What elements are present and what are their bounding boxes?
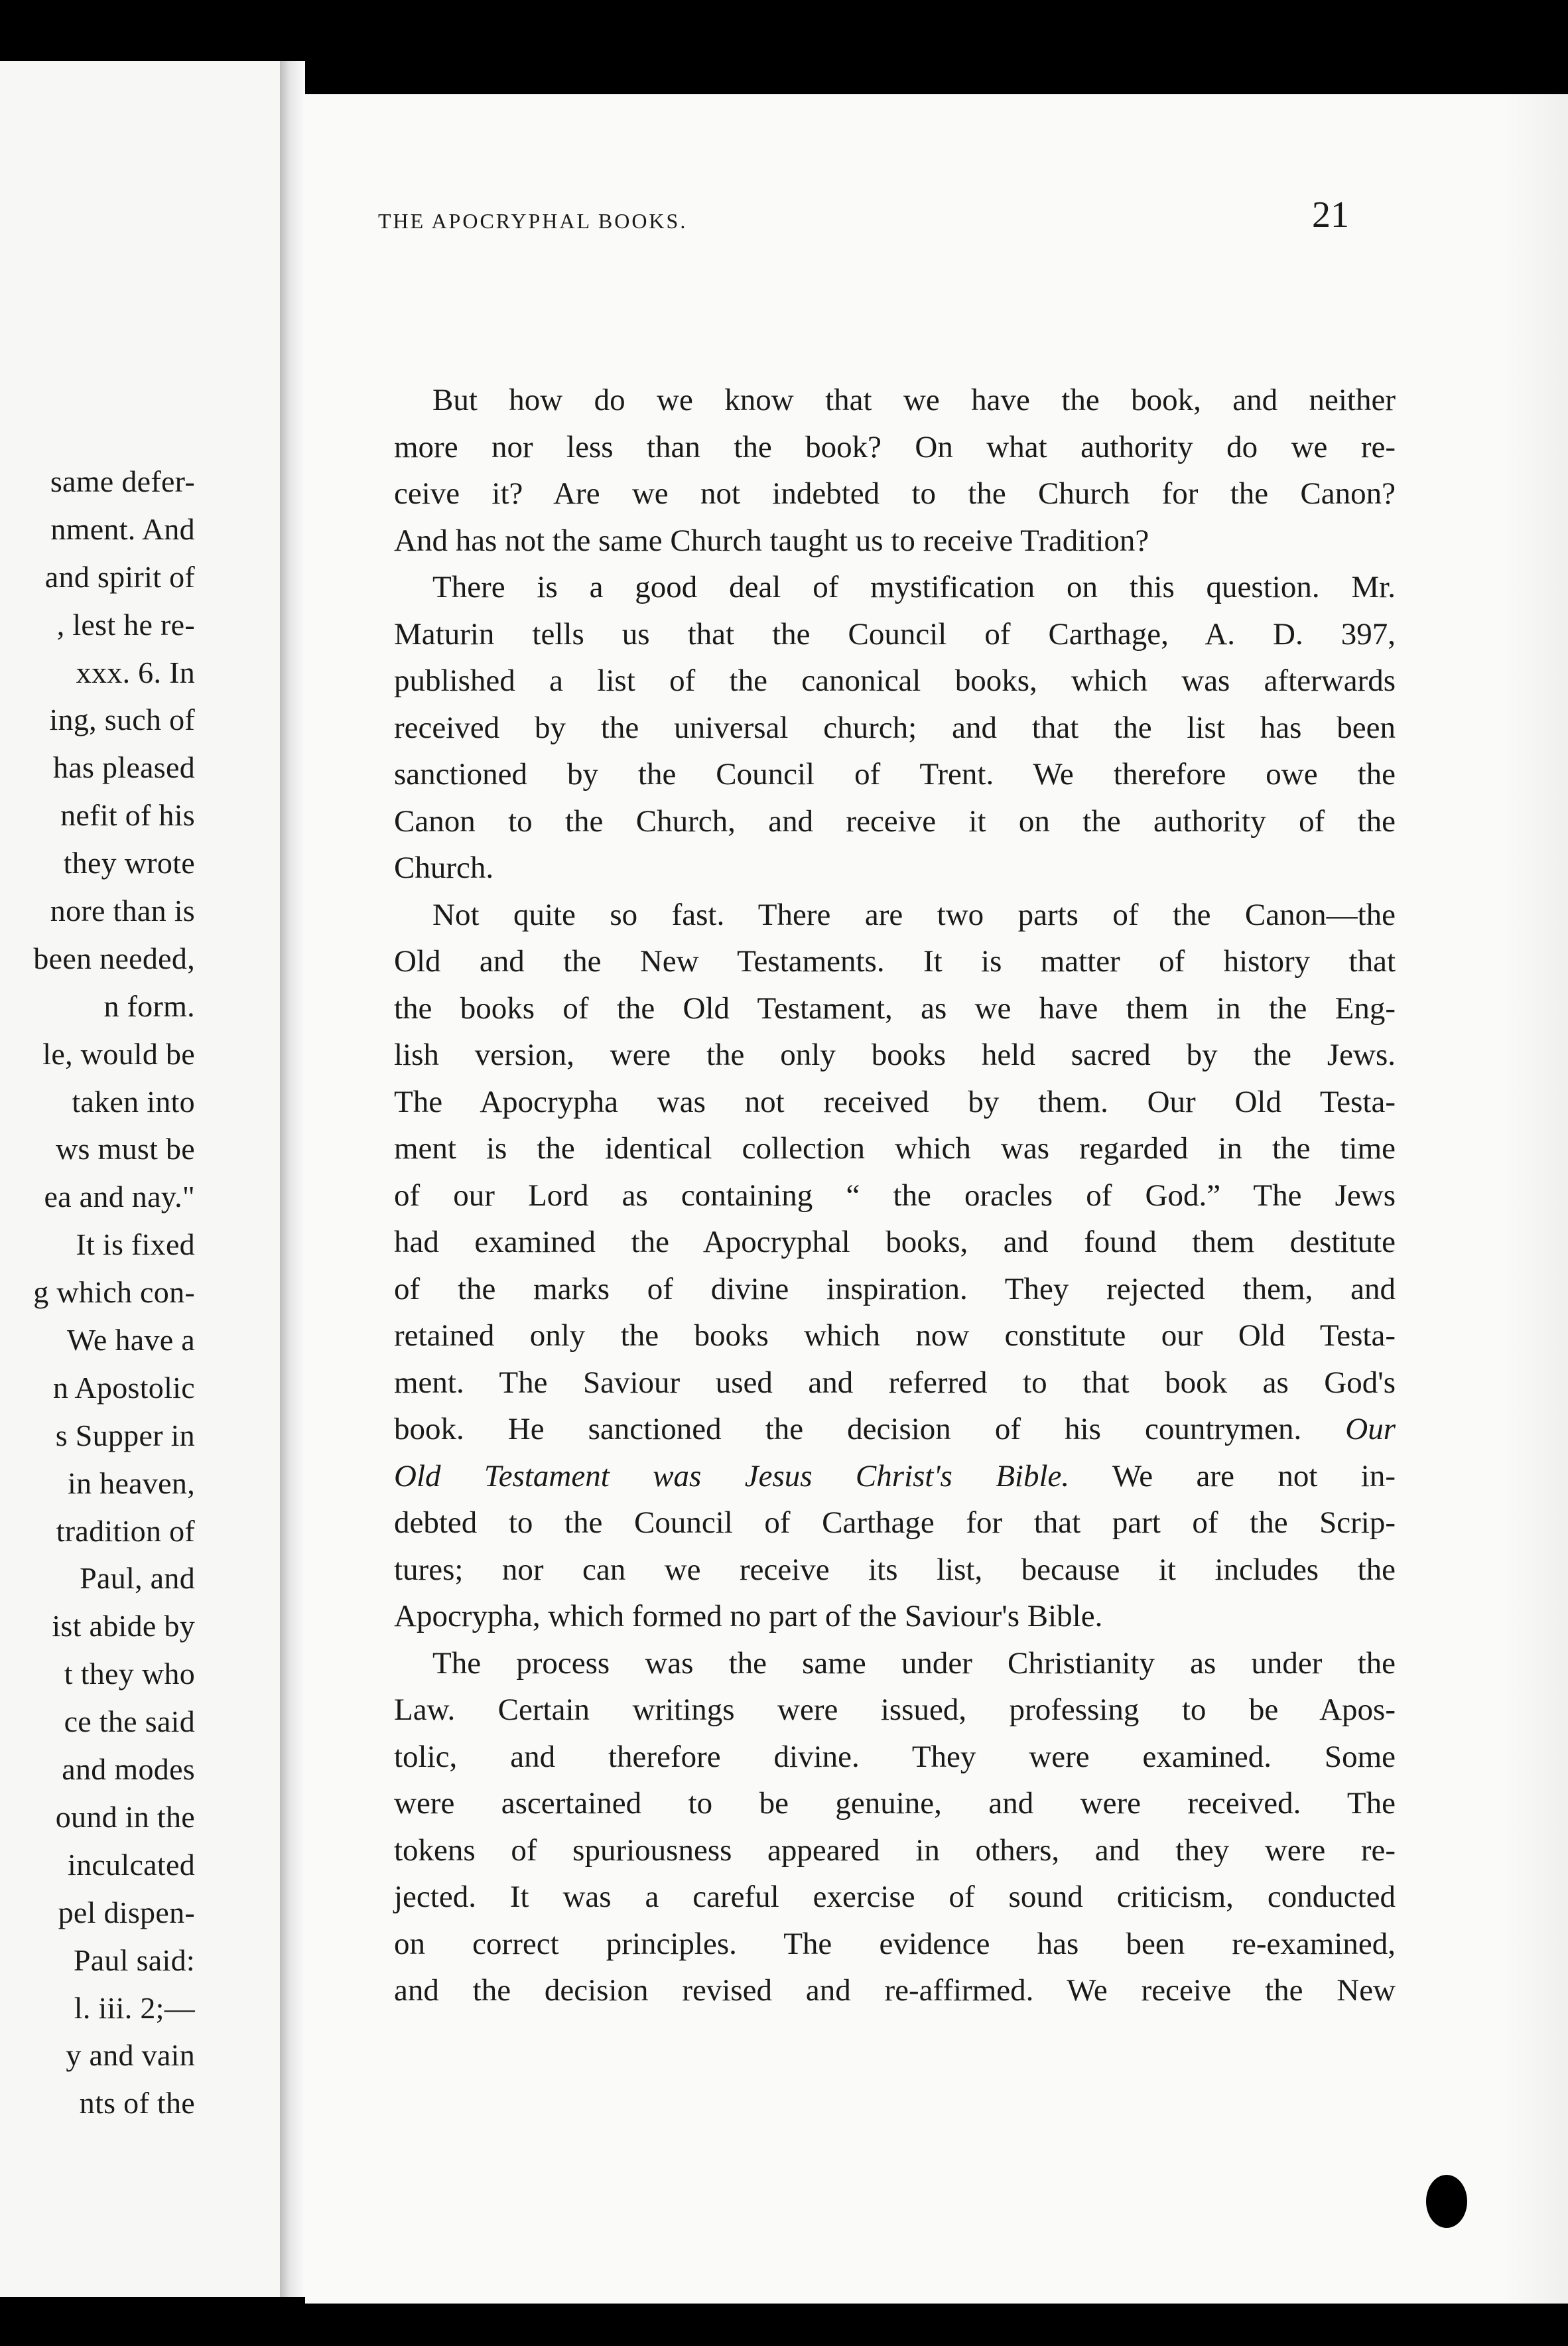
body-text xyxy=(394,377,1396,2014)
line-text: more nor less than the book? On what authority do we re- xyxy=(394,429,1396,464)
line-text: Apocrypha, which formed no part of the Saviour's Bible. xyxy=(394,1599,1103,1633)
text-line xyxy=(394,1687,1396,1734)
left-text-line: same defer- xyxy=(50,464,195,498)
text-line xyxy=(394,1921,1396,1968)
text-line xyxy=(394,564,1396,611)
text-line xyxy=(394,705,1396,752)
left-text-line: pel dispen- xyxy=(58,1895,195,1929)
left-text-line: xxx. 6. In xyxy=(76,655,195,689)
left-text-line: t they who xyxy=(64,1657,195,1691)
left-text-line: been needed, xyxy=(33,941,195,975)
text-line xyxy=(394,377,1396,424)
text-line xyxy=(394,1172,1396,1219)
line-text: were ascertained to be genuine, and were received. The xyxy=(394,1786,1396,1821)
line-text: tokens of spuriousness appeared in others, and they were re- xyxy=(394,1832,1396,1868)
line-text: Old and the New Testaments. It is matter of history that xyxy=(394,944,1396,979)
left-text-line: l. iii. 2;— xyxy=(74,1990,195,2025)
left-text-line: We have a xyxy=(66,1323,195,1357)
line-text: Not quite so fast. There are two parts of the Canon—the xyxy=(432,897,1396,932)
line-text: on correct principles. The evidence has been re-examined, xyxy=(394,1926,1396,1961)
left-text-line: they wrote xyxy=(63,846,195,880)
text-line xyxy=(394,1593,1396,1640)
text-line xyxy=(394,1359,1396,1407)
line-text: ceive it? Are we not indebted to the Church for the Canon? xyxy=(394,476,1396,511)
text-line xyxy=(394,751,1396,798)
line-text: debted to the Council of Carthage for that part of the Scrip- xyxy=(394,1505,1396,1540)
text-line xyxy=(394,1547,1396,1594)
line-text: received by the universal church; and that the list has been xyxy=(394,710,1396,745)
line-text: of our Lord as containing “ the oracles of God.” The Jews xyxy=(394,1178,1396,1213)
line-text: of the marks of divine inspiration. They rejected them, and xyxy=(394,1271,1396,1306)
left-text-line: y and vain xyxy=(66,2038,195,2073)
text-line xyxy=(394,1032,1396,1079)
line-text: Maturin tells us that the Council of Carthage, A. D. 397, xyxy=(394,616,1396,652)
left-text-line: nts of the xyxy=(79,2086,195,2120)
left-text-line: nore than is xyxy=(50,894,195,928)
text-line xyxy=(394,470,1396,518)
line-text: published a list of the canonical books, which was afterwards xyxy=(394,663,1396,698)
line-text: and the decision revised and re-affirmed. We receive the New xyxy=(394,1973,1396,2008)
text-line xyxy=(394,938,1396,985)
line-text: sanctioned by the Council of Trent. We therefore owe the xyxy=(394,757,1396,792)
left-text-line: tradition of xyxy=(56,1513,195,1548)
left-text-line: le, would be xyxy=(42,1036,195,1071)
text-line xyxy=(394,1453,1396,1500)
line-text: the books of the Old Testament, as we have them in the Eng- xyxy=(394,991,1396,1026)
line-text: tolic, and therefore divine. They were examined. Some xyxy=(394,1739,1396,1774)
line-text: The Apocrypha was not received by them. Our Old Testa- xyxy=(394,1084,1396,1119)
text-line xyxy=(394,845,1396,892)
left-text-line: in heaven, xyxy=(67,1466,195,1500)
left-text-line: ing, such of xyxy=(49,703,195,737)
page-hole-mark xyxy=(1426,2175,1467,2228)
line-text: Canon to the Church, and receive it on the authority of the xyxy=(394,803,1396,839)
text-line xyxy=(394,1640,1396,1687)
left-text-line: s Supper in xyxy=(55,1418,195,1452)
text-line xyxy=(394,1780,1396,1827)
left-text-line: ce the said xyxy=(64,1704,195,1739)
line-text: And has not the same Church taught us to receive Tradition? xyxy=(394,523,1149,558)
text-line xyxy=(394,1125,1396,1172)
left-text-line: inculcated xyxy=(67,1847,195,1882)
text-line xyxy=(394,798,1396,845)
line-text: There is a good deal of mystification on this question. Mr. xyxy=(432,570,1396,604)
line-text: retained only the books which now constitute our Old Testa- xyxy=(394,1318,1396,1353)
text-line xyxy=(394,1827,1396,1874)
line-text: ment. The Saviour used and referred to that book as God's xyxy=(394,1365,1396,1400)
line-text: Church. xyxy=(394,851,494,885)
text-line xyxy=(394,1266,1396,1313)
text-line xyxy=(394,1967,1396,2014)
text-line xyxy=(394,985,1396,1032)
text-line xyxy=(394,1079,1396,1126)
left-text-line: ist abide by xyxy=(52,1609,195,1643)
left-text-line: ea and nay." xyxy=(44,1180,195,1214)
line-text: had examined the Apocryphal books, and found them destitute xyxy=(394,1225,1396,1259)
line-text: jected. It was a careful exercise of sound criticism, conducted xyxy=(394,1880,1396,1914)
text-line xyxy=(394,892,1396,939)
text-line xyxy=(394,611,1396,658)
page-edge-shadow xyxy=(1502,94,1568,2304)
left-text-line: ound in the xyxy=(55,1799,195,1834)
left-text-line: nefit of his xyxy=(60,798,195,833)
left-text-line: nment. And xyxy=(50,512,195,546)
book-gutter xyxy=(280,61,305,2297)
line-text: Law. Certain writings were issued, professing to be Apos- xyxy=(394,1692,1396,1727)
left-text-line: g which con- xyxy=(33,1275,195,1310)
left-text-line: , lest he re- xyxy=(56,607,195,642)
text-line xyxy=(394,1874,1396,1921)
left-text-line: It is fixed xyxy=(76,1227,195,1262)
text-line xyxy=(394,1219,1396,1266)
italic-text: Our xyxy=(1345,1412,1396,1446)
left-text-line: taken into xyxy=(72,1084,195,1119)
left-text-line: n Apostolic xyxy=(52,1370,195,1405)
left-page-text xyxy=(0,458,195,2127)
text-line xyxy=(394,657,1396,705)
left-page-fragment xyxy=(0,61,280,2297)
left-text-line: has pleased xyxy=(52,750,195,785)
line-text: ment is the identical collection which was regarded in the time xyxy=(394,1131,1396,1166)
left-text-line: and modes xyxy=(62,1752,195,1787)
text-line xyxy=(394,424,1396,471)
line-text: tures; nor can we receive its list, because it includes the xyxy=(394,1552,1396,1587)
running-head: THE APOCRYPHAL BOOKS. xyxy=(378,209,688,233)
text-line xyxy=(394,518,1396,565)
left-text-line: Paul said: xyxy=(73,1943,195,1977)
left-text-line: n form. xyxy=(103,989,195,1023)
text-line xyxy=(394,1312,1396,1359)
left-text-line: Paul, and xyxy=(80,1561,195,1596)
text-line xyxy=(394,1406,1396,1453)
text-line xyxy=(394,1734,1396,1781)
line-text: book. He sanctioned the decision of his countrymen. xyxy=(394,1412,1302,1446)
text-line xyxy=(394,1499,1396,1547)
line-text: But how do we know that we have the book, and neither xyxy=(432,383,1396,417)
page-number: 21 xyxy=(1312,194,1349,236)
line-text: lish version, were the only books held sacred by the Jews. xyxy=(394,1038,1396,1072)
italic-text: Old Testament was Jesus Christ's Bible. xyxy=(394,1458,1070,1493)
left-text-line: ws must be xyxy=(56,1132,195,1166)
line-text: We are not in- xyxy=(1069,1458,1396,1493)
line-text: The process was the same under Christianity as under the xyxy=(432,1645,1396,1681)
left-text-line: and spirit of xyxy=(44,559,195,594)
